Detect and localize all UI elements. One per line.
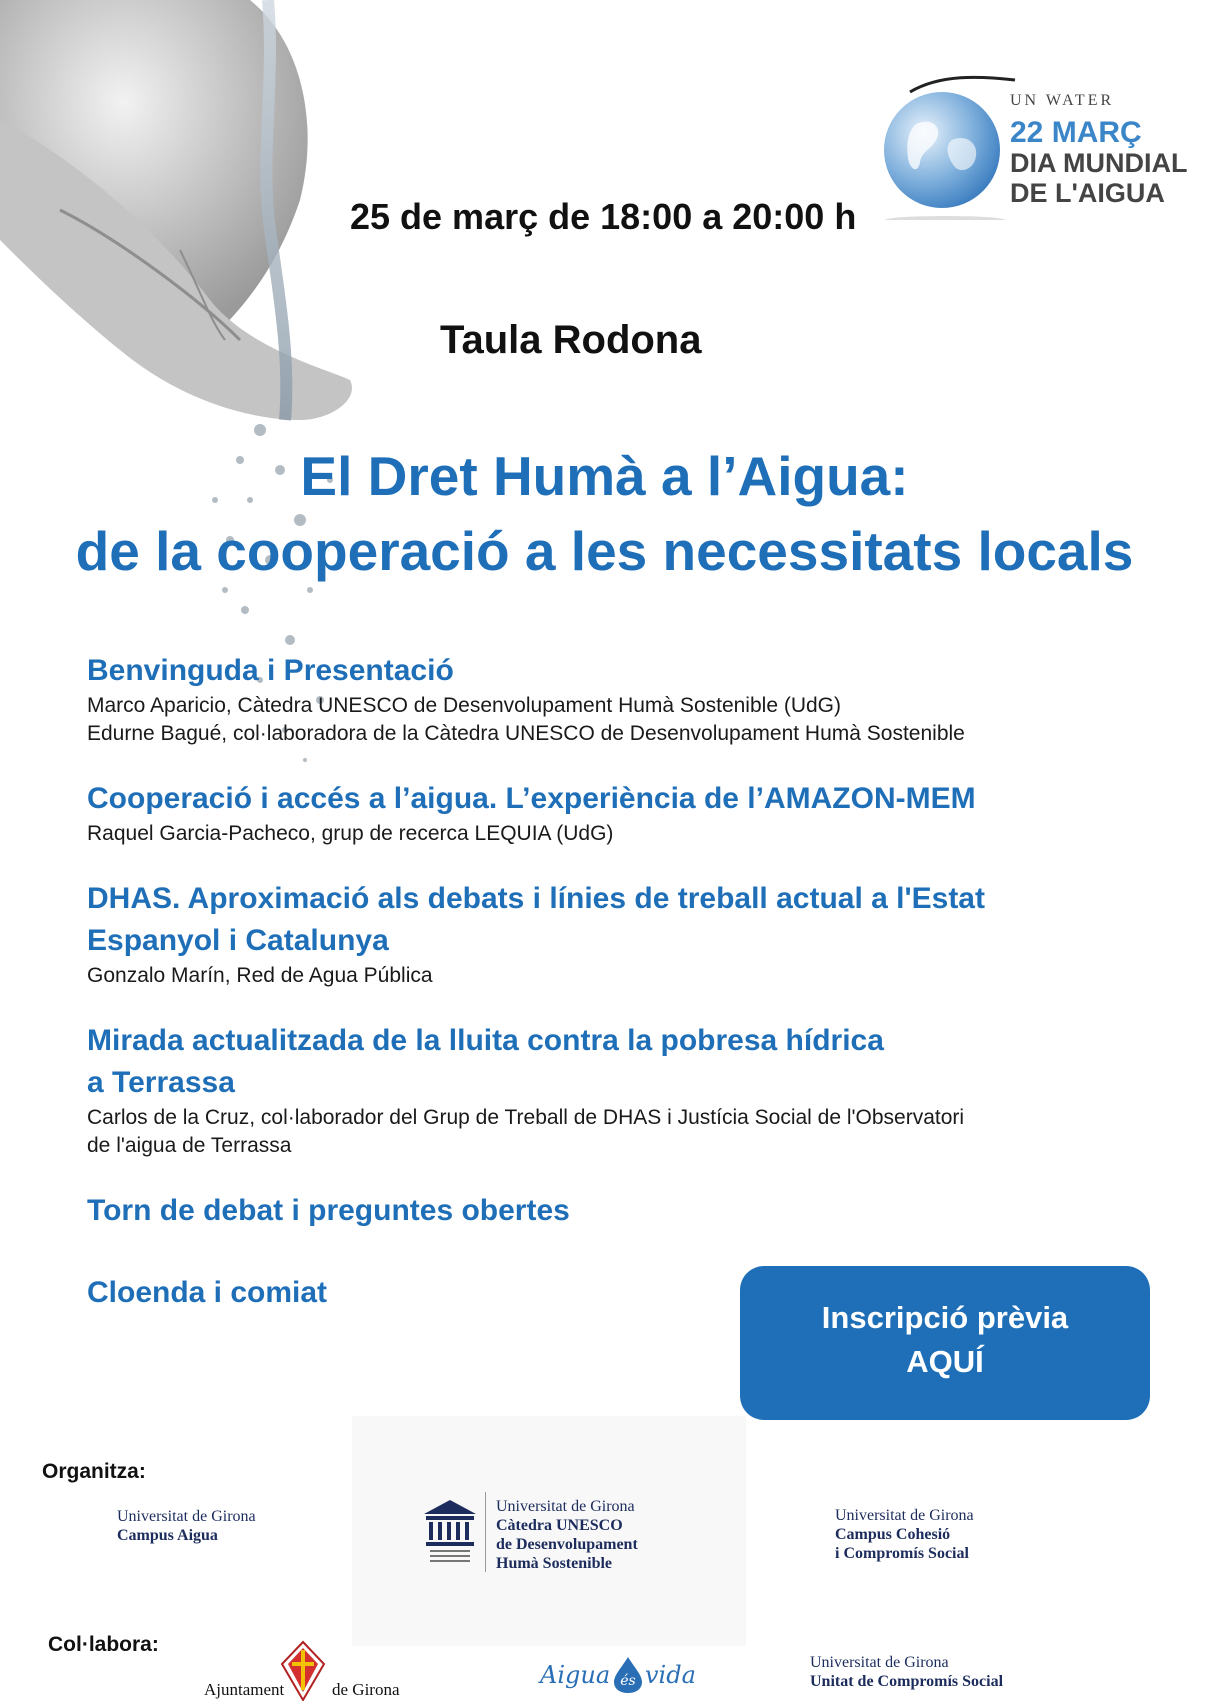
- globe-icon: [880, 70, 1020, 220]
- aigua-es-vida-logo: [540, 1655, 710, 1695]
- water-drop-icon: [612, 1655, 644, 1695]
- vida-text: vida: [645, 1661, 696, 1689]
- girona-shield-icon: [280, 1640, 326, 1701]
- world-water-day-line2: DE L'AIGUA: [1010, 178, 1165, 208]
- program-item-title: Cooperació i accés a l’aigua. L’experiència de l’AMAZON-MEM: [87, 782, 976, 815]
- program-item-title: Mirada actualitzada de la lluita contra la pobresa hídrica: [87, 1024, 884, 1057]
- program-list: [87, 650, 1147, 1344]
- world-water-day-date: 22 MARÇ: [1010, 116, 1142, 149]
- program-item-detail: Marco Aparicio, Càtedra UNESCO de Desenvolupament Humà Sostenible (UdG): [87, 694, 842, 717]
- event-title-line1: El Dret Humà a l’Aigua:: [300, 445, 909, 507]
- es-text: és: [620, 1673, 636, 1689]
- program-item-title: a Terrassa: [87, 1066, 235, 1099]
- logo-line: Universitat de Girona: [835, 1507, 974, 1524]
- world-water-day-line1: DIA MUNDIAL: [1010, 148, 1188, 178]
- udg-campus-aigua-logo: [117, 1507, 256, 1545]
- logo-line: Campus Cohesió: [835, 1526, 951, 1543]
- program-item-title: Cloenda i comiat: [87, 1276, 328, 1309]
- program-item-detail: Carlos de la Cruz, col·laborador del Grup de Treball de DHAS i Justícia Social de l'Observatori: [87, 1106, 965, 1129]
- program-item: [87, 878, 1147, 990]
- logo-line: Universitat de Girona: [810, 1654, 949, 1671]
- program-item: [87, 1020, 1147, 1160]
- program-item-detail: Gonzalo Marín, Red de Agua Pública: [87, 964, 433, 987]
- udg-unitat-compromis-logo: [810, 1653, 1003, 1691]
- program-item-title: Espanyol i Catalunya: [87, 924, 389, 957]
- col-labora-label: Col·labora:: [48, 1633, 159, 1656]
- world-water-day-title: [1010, 148, 1187, 208]
- program-item-detail: Raquel Garcia-Pacheco, grup de recerca LEQUIA (UdG): [87, 822, 614, 845]
- un-water-logo: [880, 70, 1200, 260]
- logo-line: Campus Aigua: [117, 1527, 218, 1544]
- girona-text: de Girona: [332, 1680, 400, 1699]
- logo-line: Universitat de Girona: [496, 1498, 635, 1515]
- program-item: [87, 1190, 1147, 1232]
- logo-line: Humà Sostenible: [496, 1555, 613, 1572]
- program-item-title: Benvinguda i Presentació: [87, 654, 454, 687]
- program-item: [87, 650, 1147, 748]
- program-item-title: Torn de debat i preguntes obertes: [87, 1194, 570, 1227]
- program-item-detail: Edurne Bagué, col·laboradora de la Càtedra UNESCO de Desenvolupament Humà Sostenible: [87, 722, 965, 745]
- unesco-emblem-icon: [420, 1498, 480, 1568]
- logo-line: Unitat de Compromís Social: [810, 1673, 1004, 1690]
- udg-campus-cohesio-logo: [835, 1506, 974, 1563]
- program-item-title: DHAS. Aproximació als debats i línies de treball actual a l'Estat: [87, 882, 985, 915]
- logo-line: Universitat de Girona: [117, 1508, 256, 1525]
- logo-line: de Desenvolupament: [496, 1536, 638, 1553]
- program-item: [87, 778, 1147, 848]
- logo-line: Càtedra UNESCO: [496, 1517, 623, 1534]
- aigua-text: Aigua: [540, 1661, 611, 1689]
- catedra-unesco-logo: [496, 1497, 638, 1573]
- registration-button[interactable]: [740, 1266, 1150, 1420]
- logo-divider: [485, 1492, 486, 1572]
- event-title-line2: de la cooperació a les necessitats locals: [75, 520, 1134, 582]
- un-water-label: UN WATER: [1010, 92, 1115, 109]
- program-item-detail: de l'aigua de Terrassa: [87, 1134, 292, 1157]
- ajuntament-text: Ajuntament: [204, 1680, 285, 1699]
- event-datetime: 25 de març de 18:00 a 20:00 h: [350, 196, 857, 237]
- registration-button-line1: Inscripció prèvia: [821, 1300, 1069, 1335]
- registration-button-line2: AQUÍ: [906, 1344, 984, 1379]
- organitza-label: Organitza:: [42, 1460, 146, 1483]
- logo-line: i Compromís Social: [835, 1545, 969, 1562]
- ajuntament-girona-logo: [204, 1640, 414, 1700]
- event-type: Taula Rodona: [440, 318, 702, 362]
